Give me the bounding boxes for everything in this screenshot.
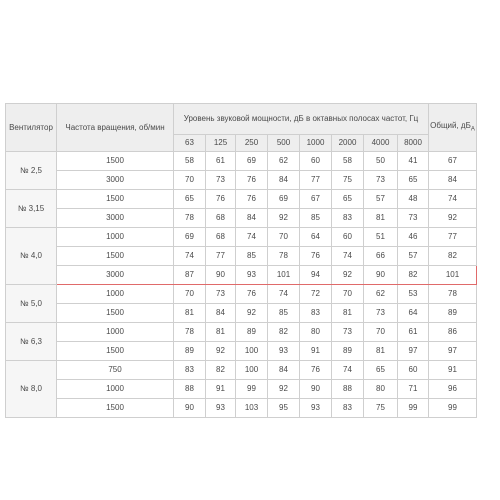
level-cell-500: 70 xyxy=(268,228,300,247)
table-row xyxy=(6,285,477,304)
fan-size-cell: № 2,5 xyxy=(6,152,57,190)
level-cell-1000: 83 xyxy=(300,304,332,323)
level-cell-63: 89 xyxy=(174,342,206,361)
level-cell-63: 83 xyxy=(174,361,206,380)
level-cell-500: 95 xyxy=(268,399,300,418)
level-cell-250: 99 xyxy=(236,380,268,399)
rpm-cell: 1500 xyxy=(57,342,174,361)
level-cell-1000: 80 xyxy=(300,323,332,342)
level-cell-250: 84 xyxy=(236,209,268,228)
level-cell-2000: 65 xyxy=(332,190,364,209)
total-cell: 97 xyxy=(429,342,477,361)
level-cell-8000: 53 xyxy=(398,285,429,304)
table-row xyxy=(6,209,477,228)
level-cell-125: 61 xyxy=(206,152,236,171)
level-cell-2000: 89 xyxy=(332,342,364,361)
level-cell-250: 93 xyxy=(236,266,268,285)
level-cell-250: 76 xyxy=(236,171,268,190)
level-cell-4000: 57 xyxy=(364,190,398,209)
fan-size-cell: № 6,3 xyxy=(6,323,57,361)
level-cell-1000: 90 xyxy=(300,380,332,399)
table-row xyxy=(6,152,477,171)
level-cell-63: 65 xyxy=(174,190,206,209)
level-cell-250: 69 xyxy=(236,152,268,171)
table-row xyxy=(6,247,477,266)
fan-size-cell: № 4,0 xyxy=(6,228,57,285)
level-cell-1000: 60 xyxy=(300,152,332,171)
level-cell-63: 58 xyxy=(174,152,206,171)
level-cell-125: 81 xyxy=(206,323,236,342)
rpm-cell: 1500 xyxy=(57,190,174,209)
level-cell-4000: 65 xyxy=(364,361,398,380)
level-cell-63: 81 xyxy=(174,304,206,323)
table-row xyxy=(6,266,477,285)
level-cell-4000: 73 xyxy=(364,304,398,323)
table-row xyxy=(6,190,477,209)
level-cell-2000: 83 xyxy=(332,399,364,418)
frequency-header-4000: 4000 xyxy=(364,135,398,152)
level-cell-63: 88 xyxy=(174,380,206,399)
rpm-cell: 750 xyxy=(57,361,174,380)
level-cell-250: 100 xyxy=(236,361,268,380)
level-cell-4000: 81 xyxy=(364,342,398,361)
total-cell: 67 xyxy=(429,152,477,171)
level-cell-4000: 51 xyxy=(364,228,398,247)
total-cell: 99 xyxy=(429,399,477,418)
level-cell-250: 76 xyxy=(236,190,268,209)
table-row xyxy=(6,361,477,380)
level-cell-250: 103 xyxy=(236,399,268,418)
level-cell-1000: 72 xyxy=(300,285,332,304)
total-cell: 96 xyxy=(429,380,477,399)
level-cell-250: 92 xyxy=(236,304,268,323)
level-cell-250: 74 xyxy=(236,228,268,247)
sound-level-header: Уровень звуковой мощности, дБ в октавных полосах частот, Гц xyxy=(174,104,429,135)
level-cell-250: 76 xyxy=(236,285,268,304)
level-cell-500: 82 xyxy=(268,323,300,342)
rpm-cell: 1500 xyxy=(57,399,174,418)
table-row xyxy=(6,380,477,399)
total-cell: 82 xyxy=(429,247,477,266)
total-cell: 86 xyxy=(429,323,477,342)
level-cell-1000: 76 xyxy=(300,361,332,380)
level-cell-8000: 99 xyxy=(398,399,429,418)
level-cell-1000: 64 xyxy=(300,228,332,247)
level-cell-8000: 46 xyxy=(398,228,429,247)
rpm-cell: 1500 xyxy=(57,247,174,266)
level-cell-1000: 93 xyxy=(300,399,332,418)
total-cell: 78 xyxy=(429,285,477,304)
frequency-header-500: 500 xyxy=(268,135,300,152)
level-cell-63: 69 xyxy=(174,228,206,247)
total-header-label: Общий, дБ xyxy=(430,121,471,131)
level-cell-500: 92 xyxy=(268,209,300,228)
level-cell-500: 74 xyxy=(268,285,300,304)
sound-power-table xyxy=(5,103,477,418)
table-row xyxy=(6,323,477,342)
level-cell-125: 84 xyxy=(206,304,236,323)
level-cell-125: 93 xyxy=(206,399,236,418)
total-cell: 77 xyxy=(429,228,477,247)
level-cell-125: 76 xyxy=(206,190,236,209)
level-cell-8000: 82 xyxy=(398,266,429,285)
level-cell-63: 74 xyxy=(174,247,206,266)
total-cell: 92 xyxy=(429,209,477,228)
level-cell-4000: 70 xyxy=(364,323,398,342)
level-cell-4000: 73 xyxy=(364,171,398,190)
level-cell-1000: 94 xyxy=(300,266,332,285)
level-cell-1000: 91 xyxy=(300,342,332,361)
level-cell-8000: 97 xyxy=(398,342,429,361)
level-cell-2000: 70 xyxy=(332,285,364,304)
table-row xyxy=(6,304,477,323)
rpm-cell: 1000 xyxy=(57,285,174,304)
level-cell-2000: 75 xyxy=(332,171,364,190)
rpm-cell: 1000 xyxy=(57,323,174,342)
rpm-cell: 3000 xyxy=(57,171,174,190)
level-cell-8000: 57 xyxy=(398,247,429,266)
level-cell-2000: 92 xyxy=(332,266,364,285)
rpm-cell: 1000 xyxy=(57,228,174,247)
level-cell-250: 85 xyxy=(236,247,268,266)
level-cell-500: 101 xyxy=(268,266,300,285)
frequency-header-8000: 8000 xyxy=(398,135,429,152)
table-row xyxy=(6,228,477,247)
level-cell-8000: 60 xyxy=(398,361,429,380)
level-cell-1000: 67 xyxy=(300,190,332,209)
level-cell-63: 90 xyxy=(174,399,206,418)
level-cell-63: 70 xyxy=(174,171,206,190)
frequency-header-63: 63 xyxy=(174,135,206,152)
level-cell-500: 92 xyxy=(268,380,300,399)
frequency-header-2000: 2000 xyxy=(332,135,364,152)
total-cell: 74 xyxy=(429,190,477,209)
level-cell-4000: 62 xyxy=(364,285,398,304)
level-cell-2000: 88 xyxy=(332,380,364,399)
rpm-cell: 3000 xyxy=(57,266,174,285)
total-header-subscript: А xyxy=(470,126,475,133)
total-column-header xyxy=(429,104,477,152)
level-cell-2000: 58 xyxy=(332,152,364,171)
level-cell-125: 91 xyxy=(206,380,236,399)
level-cell-8000: 73 xyxy=(398,209,429,228)
level-cell-125: 82 xyxy=(206,361,236,380)
level-cell-1000: 76 xyxy=(300,247,332,266)
level-cell-2000: 74 xyxy=(332,361,364,380)
level-cell-63: 78 xyxy=(174,209,206,228)
frequency-header-250: 250 xyxy=(236,135,268,152)
level-cell-8000: 48 xyxy=(398,190,429,209)
level-cell-125: 68 xyxy=(206,228,236,247)
level-cell-2000: 73 xyxy=(332,323,364,342)
level-cell-125: 73 xyxy=(206,285,236,304)
level-cell-2000: 81 xyxy=(332,304,364,323)
rpm-cell: 1500 xyxy=(57,304,174,323)
rpm-cell: 1500 xyxy=(57,152,174,171)
total-cell: 84 xyxy=(429,171,477,190)
level-cell-500: 84 xyxy=(268,361,300,380)
level-cell-1000: 85 xyxy=(300,209,332,228)
noise-table-container xyxy=(5,103,477,418)
level-cell-8000: 61 xyxy=(398,323,429,342)
table-row xyxy=(6,399,477,418)
level-cell-8000: 41 xyxy=(398,152,429,171)
speed-column-header: Частота вращения, об/мин xyxy=(57,104,174,152)
level-cell-125: 77 xyxy=(206,247,236,266)
fan-size-cell: № 8,0 xyxy=(6,361,57,418)
rpm-cell: 3000 xyxy=(57,209,174,228)
level-cell-4000: 75 xyxy=(364,399,398,418)
level-cell-125: 73 xyxy=(206,171,236,190)
level-cell-2000: 60 xyxy=(332,228,364,247)
fan-column-header: Вентилятор xyxy=(6,104,57,152)
level-cell-4000: 80 xyxy=(364,380,398,399)
table-row xyxy=(6,171,477,190)
level-cell-125: 92 xyxy=(206,342,236,361)
frequency-header-1000: 1000 xyxy=(300,135,332,152)
level-cell-4000: 81 xyxy=(364,209,398,228)
level-cell-63: 78 xyxy=(174,323,206,342)
total-cell: 89 xyxy=(429,304,477,323)
level-cell-125: 68 xyxy=(206,209,236,228)
total-cell: 91 xyxy=(429,361,477,380)
header-row-top xyxy=(6,104,477,135)
level-cell-500: 78 xyxy=(268,247,300,266)
table-row xyxy=(6,342,477,361)
level-cell-500: 93 xyxy=(268,342,300,361)
level-cell-4000: 90 xyxy=(364,266,398,285)
level-cell-2000: 74 xyxy=(332,247,364,266)
frequency-header-125: 125 xyxy=(206,135,236,152)
level-cell-500: 85 xyxy=(268,304,300,323)
level-cell-8000: 64 xyxy=(398,304,429,323)
level-cell-250: 100 xyxy=(236,342,268,361)
level-cell-125: 90 xyxy=(206,266,236,285)
level-cell-1000: 77 xyxy=(300,171,332,190)
level-cell-500: 84 xyxy=(268,171,300,190)
level-cell-4000: 66 xyxy=(364,247,398,266)
table-body xyxy=(6,152,477,418)
level-cell-250: 89 xyxy=(236,323,268,342)
level-cell-2000: 83 xyxy=(332,209,364,228)
fan-size-cell: № 5,0 xyxy=(6,285,57,323)
level-cell-500: 62 xyxy=(268,152,300,171)
rpm-cell: 1000 xyxy=(57,380,174,399)
fan-size-cell: № 3,15 xyxy=(6,190,57,228)
level-cell-63: 87 xyxy=(174,266,206,285)
level-cell-8000: 71 xyxy=(398,380,429,399)
level-cell-8000: 65 xyxy=(398,171,429,190)
level-cell-4000: 50 xyxy=(364,152,398,171)
level-cell-500: 69 xyxy=(268,190,300,209)
level-cell-63: 70 xyxy=(174,285,206,304)
total-cell: 101 xyxy=(429,266,477,285)
